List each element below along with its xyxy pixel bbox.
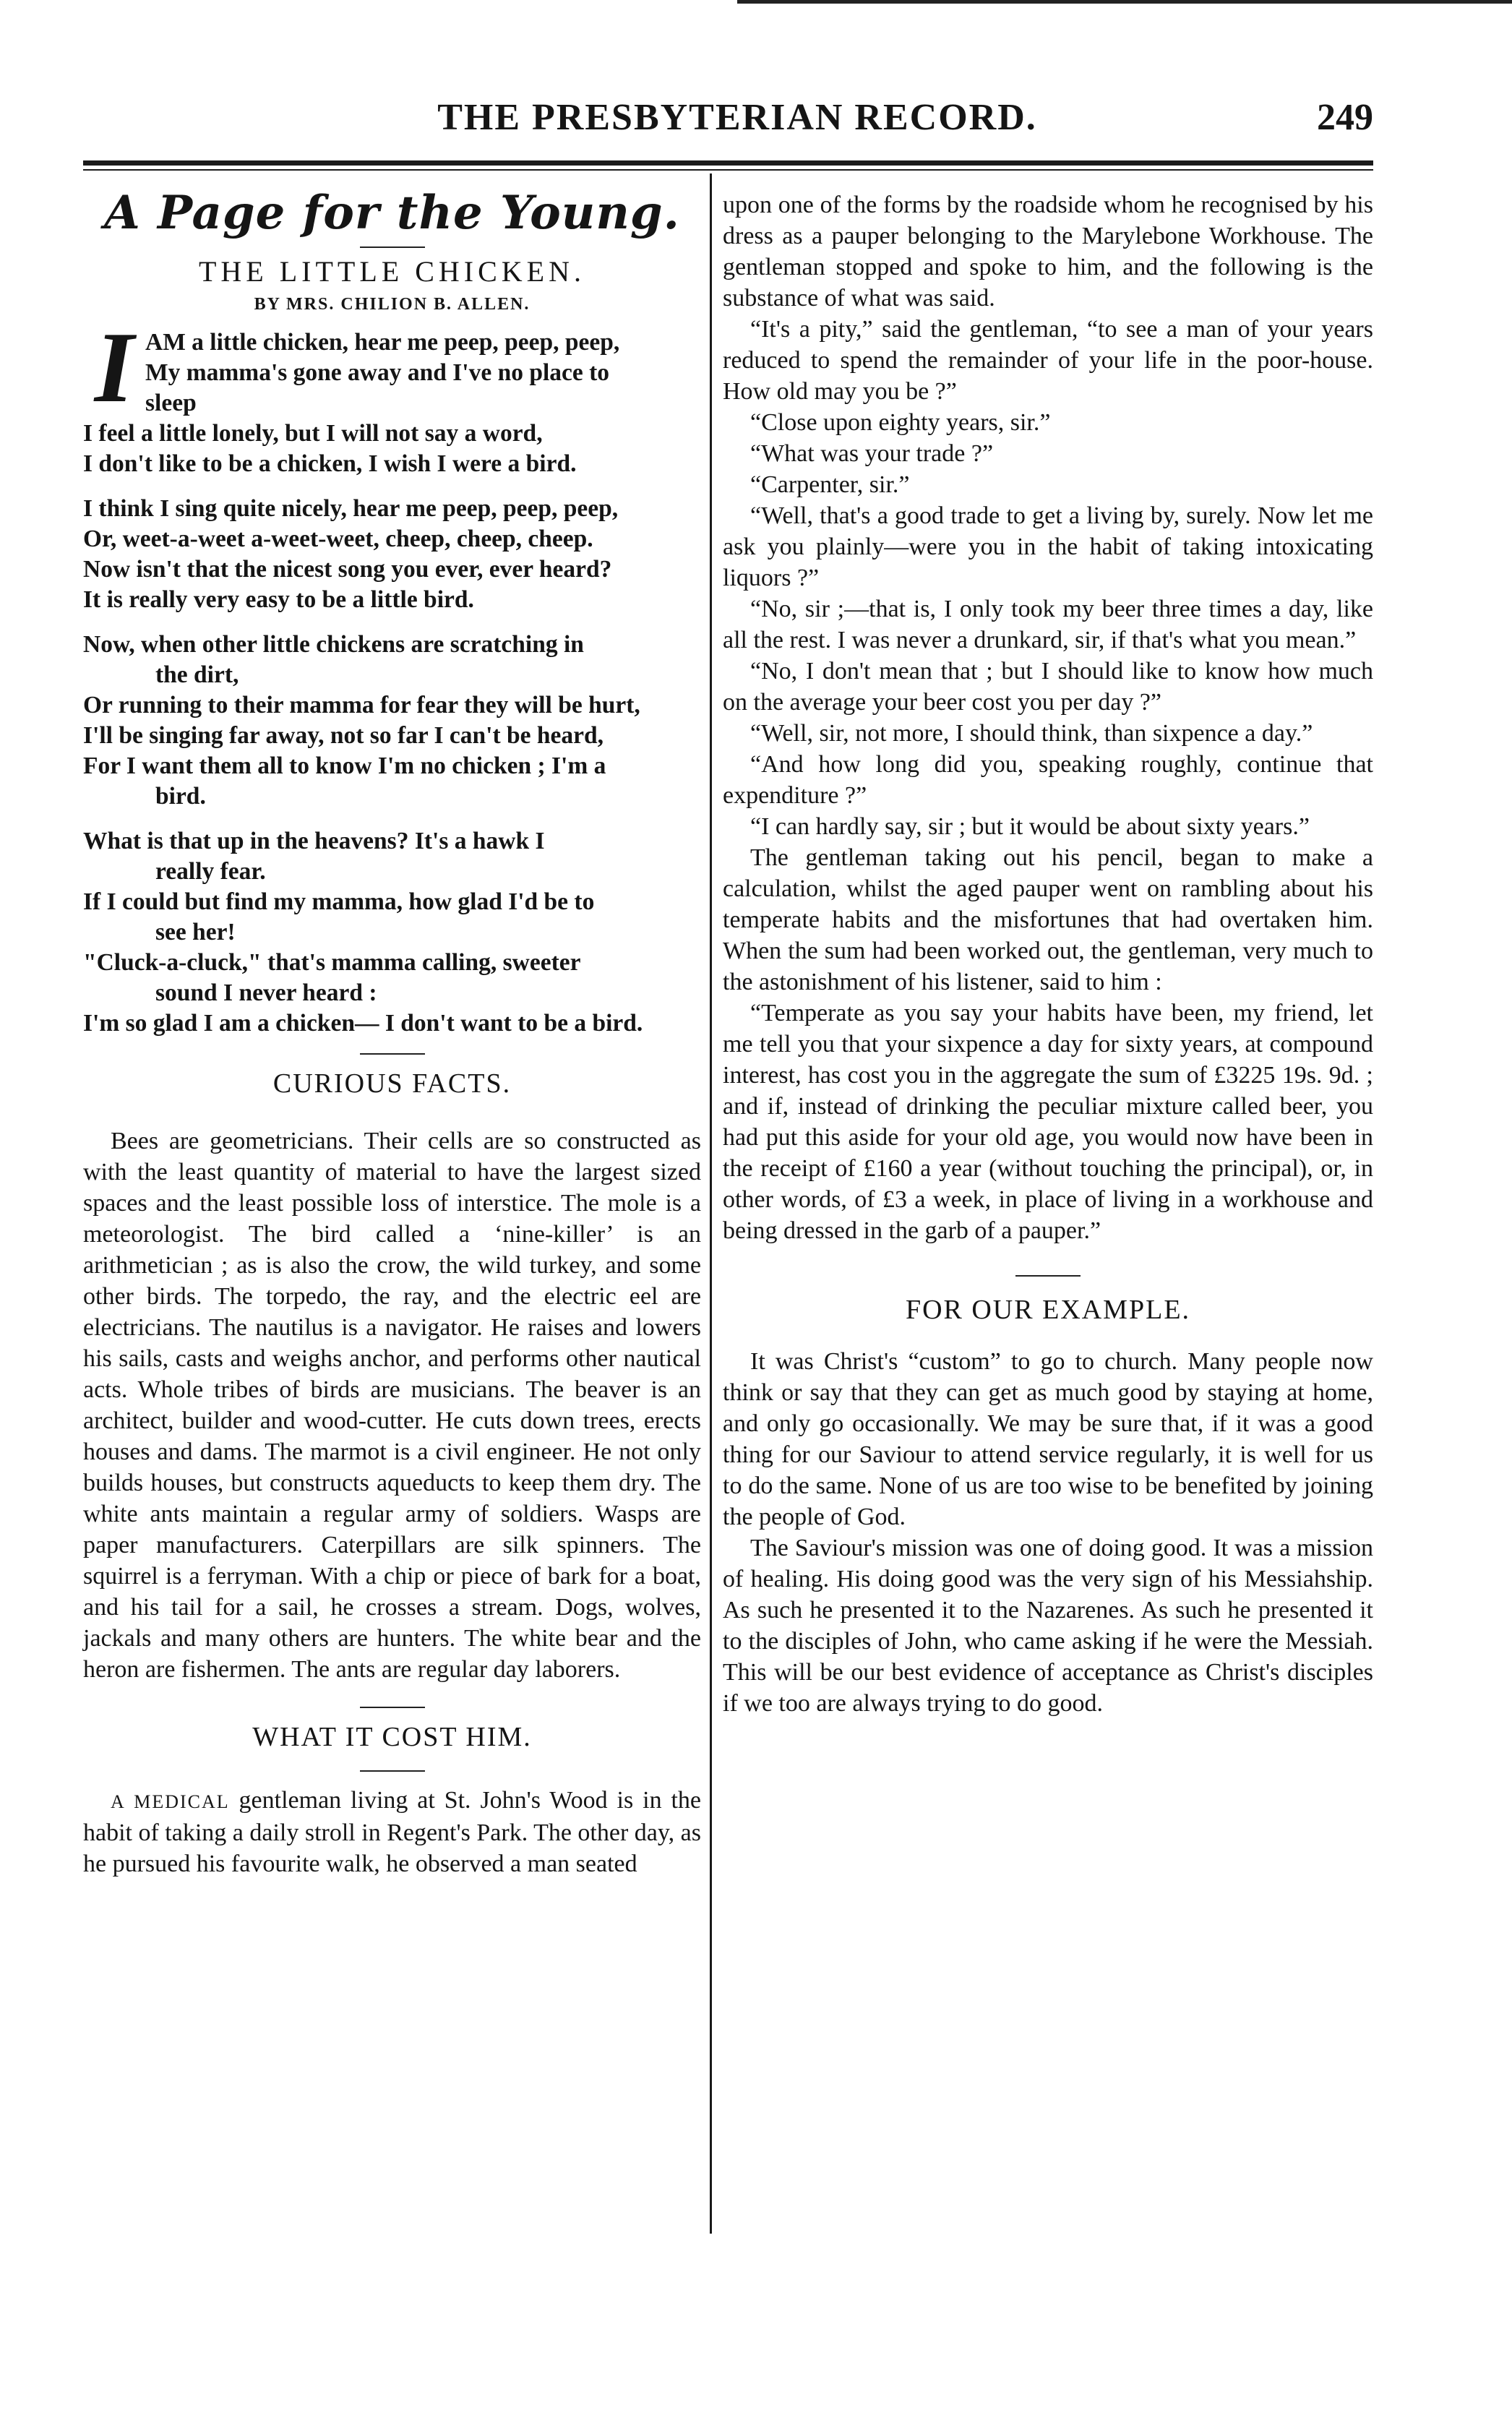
column-divider <box>710 173 712 2234</box>
poem-line: Or, weet-a-weet a-weet-weet, cheep, cheep, cheep. <box>83 526 593 552</box>
poem-line: For I want them all to know I'm no chicken ; I'm a <box>83 752 606 779</box>
paragraph: “Close upon eighty years, sir.” <box>750 409 1051 436</box>
poem-line: I'm so glad I am a chicken— I don't want to be a bird. <box>83 1010 643 1037</box>
page-number: 249 <box>1317 97 1373 138</box>
paragraph: It was Christ's “custom” to go to church. Many people now think or say that they can get as much good by staying at home, and only go occasionally. We may be sure that, if it was a good thing for our Saviour to attend service regularly, it is well for us to do the same. None of us are too wise to be benefited by joining the people of God. <box>723 1348 1373 1530</box>
header-rule-thin <box>83 169 1373 171</box>
poem-title: THE LITTLE CHICKEN. <box>198 255 585 288</box>
paragraph: “Temperate as you say your habits have been, my friend, let me tell you that your sixpence a day for sixty years, at compound interest, has cost you in the aggregate the sum of £3225 19s. 9d. ; and if, instead of drinking the peculiar mixture called beer, you had put this aside for your old age, you would now have been in the receipt of £160 a year (without touching the principal), or, in other words, of £3 a week, in place of living in a workhouse and being dressed in the garb of a pauper.” <box>723 1000 1373 1244</box>
paragraph: “Well, that's a good trade to get a living by, surely. Now let me ask you plainly—were you in the habit of taking intoxicating liquors ?” <box>723 502 1373 591</box>
poem-line: really fear. <box>155 858 266 885</box>
article-title-for-our-example: FOR OUR EXAMPLE. <box>905 1295 1191 1325</box>
poem-line: My mamma's gone away and I've no place to <box>145 359 610 386</box>
section-heading: A Page for the Young. <box>104 186 680 240</box>
paragraph: “I can hardly say, sir ; but it would be about sixty years.” <box>750 813 1310 840</box>
paragraph: “No, sir ;—that is, I only took my beer three times a day, like all the rest. I was never a drunkard, sir, if that's what you mean.” <box>723 596 1373 653</box>
poem-line: "Cluck-a-cluck," that's mamma calling, sweeter <box>83 949 581 976</box>
article-title-what-it-cost: WHAT IT COST HIM. <box>252 1722 532 1752</box>
poem-line: Or running to their mamma for fear they will be hurt, <box>83 692 640 719</box>
poem-stanza <box>83 826 701 1039</box>
poem-line: Now, when other little chickens are scratching in <box>83 631 584 658</box>
poem-line: the dirt, <box>155 661 239 688</box>
header-rule <box>83 160 1373 166</box>
poem-line: Now isn't that the nicest song you ever, ever heard? <box>83 556 612 583</box>
poem-line: I think I sing quite nicely, hear me peep, peep, peep, <box>83 495 619 522</box>
poem-line: AM a little chicken, hear me peep, peep, peep, <box>145 329 620 356</box>
poem-line: sound I never heard : <box>155 979 377 1006</box>
paragraph: “It's a pity,” said the gentleman, “to see a man of your years reduced to spend the remainder of your life in the poor-house. How old may you be ?” <box>723 316 1373 405</box>
poem <box>83 312 701 1039</box>
poem-line: It is really very easy to be a little bird. <box>83 586 474 613</box>
article-body-what-it-cost-continued <box>723 189 1373 1246</box>
lead-in: A MEDICAL <box>111 1791 230 1812</box>
poem-stanza <box>83 312 701 479</box>
article-body-for-our-example <box>723 1346 1373 1719</box>
paragraph: “What was your trade ?” <box>750 440 994 467</box>
paragraph: “Well, sir, not more, I should think, than sixpence a day.” <box>750 720 1313 747</box>
paragraph: “No, I don't mean that ; but I should like to know how much on the average your beer cost you per day ?” <box>723 658 1373 716</box>
poem-line: What is that up in the heavens? It's a hawk I <box>83 828 545 854</box>
divider-rule <box>1015 1275 1081 1277</box>
paragraph: “And how long did you, speaking roughly, continue that expenditure ?” <box>723 751 1373 809</box>
article-title-curious-facts: CURIOUS FACTS. <box>272 1068 512 1099</box>
poem-stanza <box>83 494 701 615</box>
divider-rule <box>360 1770 425 1772</box>
poem-line: see her! <box>155 919 236 945</box>
poem-line: bird. <box>155 783 206 810</box>
poem-line: I don't like to be a chicken, I wish I were a bird. <box>83 450 577 477</box>
divider-rule <box>360 1707 425 1708</box>
poem-byline: BY MRS. CHILION B. ALLEN. <box>254 295 531 314</box>
left-column <box>83 184 701 1879</box>
paragraph: “Carpenter, sir.” <box>750 471 910 498</box>
paragraph-text: gentleman living at St. John's Wood is in the habit of taking a daily stroll in Regent's Park. The other day, as he pursued his favourite walk, he observed a man seated <box>83 1787 701 1877</box>
divider-rule <box>360 1053 425 1055</box>
paragraph: Bees are geometricians. Their cells are so constructed as with the least quantity of material to have the largest sized spaces and the least possible loss of interstice. The mole is a meteorologist. The bird called a ‘nine-killer’ is an arithmetician ; as is also the crow, the wild turkey, and some other birds. The torpedo, the ray, and the electric eel are electricians. The nautilus is a navigator. He raises and lowers his sails, casts and weighs anchor, and performs other nautical acts. Whole tribes of birds are musicians. The beaver is an architect, builder and wood-cutter. He cuts down trees, erects houses and dams. The marmot is a civil engineer. He not only builds houses, but constructs aqueducts to keep them dry. The white ants maintain a regular army of soldiers. Wasps are paper manufacturers. Caterpillars are silk spinners. The squirrel is a ferryman. With a chip or piece of bark for a boat, and his tail for a sail, he crosses a stream. Dogs, wolves, jackals and many others are hunters. The white bear and the heron are fishermen. The ants are regular day laborers. <box>83 1128 701 1683</box>
paragraph: The Saviour's mission was one of doing good. It was a mission of healing. His doing good was the very sign of his Messiahship. As such he presented it to the Nazarenes. As such he presented it to the disciples of John, who came asking if he were the Messiah. This will be our best evidence of acceptance as Christ's disciples if we too are always trying to do good. <box>723 1535 1373 1717</box>
poem-line: I feel a little lonely, but I will not say a word, <box>83 420 543 447</box>
paragraph <box>83 1785 701 1879</box>
article-body-curious-facts <box>83 1125 701 1685</box>
paragraph: upon one of the forms by the roadside whom he recognised by his dress as a pauper belonging to the Marylebone Workhouse. The gentleman stopped and spoke to him, and the following is the substance of what was said. <box>723 192 1373 312</box>
poem-line: If I could but find my mamma, how glad I'd be to <box>83 888 595 915</box>
poem-stanza <box>83 630 701 812</box>
right-column <box>723 189 1373 1719</box>
divider-rule <box>360 246 425 248</box>
drop-cap: I <box>94 312 134 424</box>
poem-line: I'll be singing far away, not so far I can't be heard, <box>83 722 604 749</box>
poem-line: sleep <box>145 390 197 416</box>
article-body-what-it-cost <box>83 1785 701 1879</box>
top-edge-rule <box>737 0 1512 4</box>
running-header-title: THE PRESBYTERIAN RECORD. <box>437 97 1037 138</box>
paragraph: The gentleman taking out his pencil, began to make a calculation, whilst the aged pauper went on rambling about his temperate habits and the misfortunes that had overtaken him. When the sum had been worked out, the gentleman, very much to the astonishment of his listener, said to him : <box>723 844 1373 995</box>
